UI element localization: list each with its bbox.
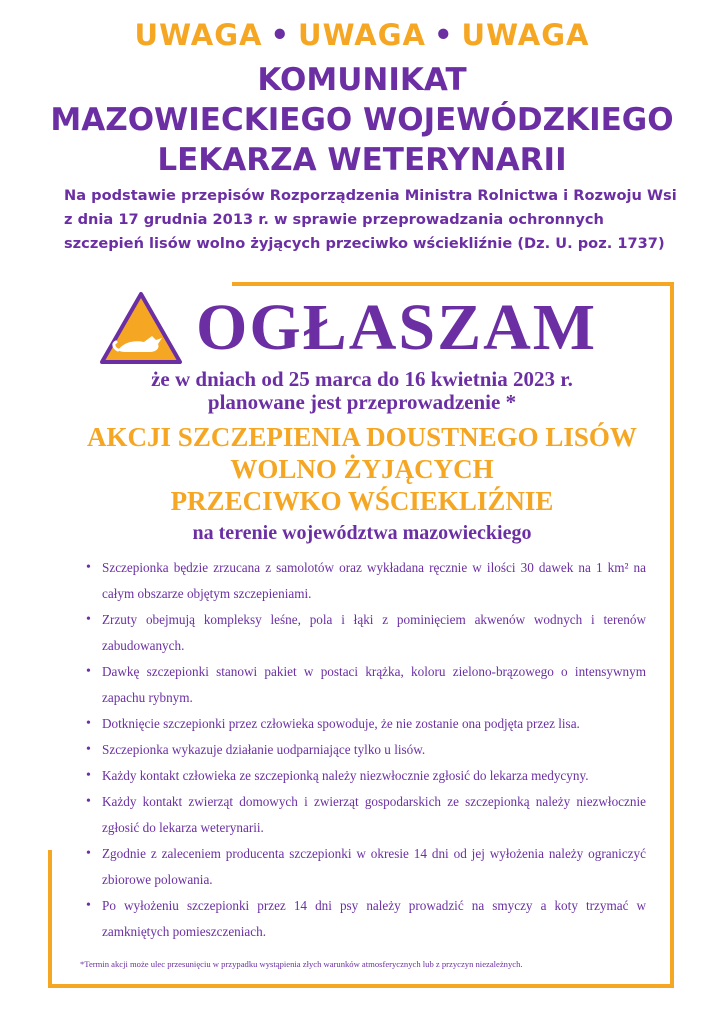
title-line-2: MAZOWIECKIEGO WOJEWÓDZKIEGO: [50, 102, 674, 138]
dates-line-1: że w dniach od 25 marca do 16 kwietnia 2023 r.: [151, 367, 573, 391]
list-item: • Każdy kontakt zwierząt domowych i zwierząt gospodarskich ze szczepionką należy niezwłocznie zgłosić do lekarza weterynarii.: [86, 789, 646, 841]
legal-basis: Na podstawie przepisów Rozporządzenia Ministra Rolnictwa i Rozwoju Wsi z dnia 17 grudnia 2013 r. w sprawie przeprowadzania ochronnych szczepień lisów wolno żyjących przeciwko wściekliźnie (Dz. U. poz. 1737): [64, 187, 677, 252]
frame-border-top: [232, 282, 674, 286]
list-item: • Po wyłożeniu szczepionki przez 14 dni psy należy prowadzić na smyczy a koty trzymać w zamkniętych pomieszczeniach.: [86, 893, 646, 945]
list-item: • Zgodnie z zaleceniem producenta szczepionki w okresie 14 dni od jej wyłożenia należy ograniczyć zbiorowe polowania.: [86, 841, 646, 893]
alert-word: UWAGA: [298, 18, 426, 52]
separator-dot: •: [270, 18, 291, 52]
action-line-1: AKCJI SZCZEPIENIA DOUSTNEGO LISÓW: [87, 422, 637, 452]
list-item: • Każdy kontakt człowieka ze szczepionką należy niezwłocznie zgłosić do lekarza medycyny.: [86, 763, 646, 789]
action-line-2: WOLNO ŻYJĄCYCH: [230, 454, 494, 484]
frame-border-bottom: [48, 984, 674, 988]
dates-line-2: planowane jest przeprowadzenie *: [207, 390, 517, 414]
warning-fox-icon: [98, 290, 184, 366]
area-text: na terenie województwa mazowieckiego: [192, 522, 532, 544]
frame-border-left: [48, 850, 52, 988]
footnote: *Termin akcji może ulec przesunięciu w przypadku wystąpienia złych warunków atmosferycznych lub z przyczyn niezależnych.: [80, 959, 523, 969]
title-line-1: KOMUNIKAT: [257, 62, 467, 98]
list-item: • Dotknięcie szczepionki przez człowieka spowoduje, że nie zostanie ona podjęta przez lisa.: [86, 711, 646, 737]
list-item: • Dawkę szczepionki stanowi pakiet w postaci krążka, koloru zielono-brązowego o intensywnym zapachu rybnym.: [86, 659, 646, 711]
title-line-3: LEKARZA WETERYNARII: [157, 142, 567, 178]
instructions-list: [86, 555, 646, 945]
announcement-word: OGŁASZAM: [196, 291, 598, 364]
separator-dot: •: [433, 18, 454, 52]
list-item: • Szczepionka będzie zrzucana z samolotów oraz wykładana ręcznie w ilości 30 dawek na 1 km² na całym obszarze objętym szczepieniami.: [86, 555, 646, 607]
action-line-3: PRZECIWKO WŚCIEKLIŹNIE: [170, 486, 554, 516]
list-item: • Zrzuty obejmują kompleksy leśne, pola i łąki z pominięciem akwenów wodnych i terenów zabudowanych.: [86, 607, 646, 659]
alert-word: UWAGA: [134, 18, 263, 52]
alert-heading: [0, 18, 724, 52]
alert-word: UWAGA: [461, 18, 590, 52]
list-item: • Szczepionka wykazuje działanie uodparniające tylko u lisów.: [86, 737, 646, 763]
